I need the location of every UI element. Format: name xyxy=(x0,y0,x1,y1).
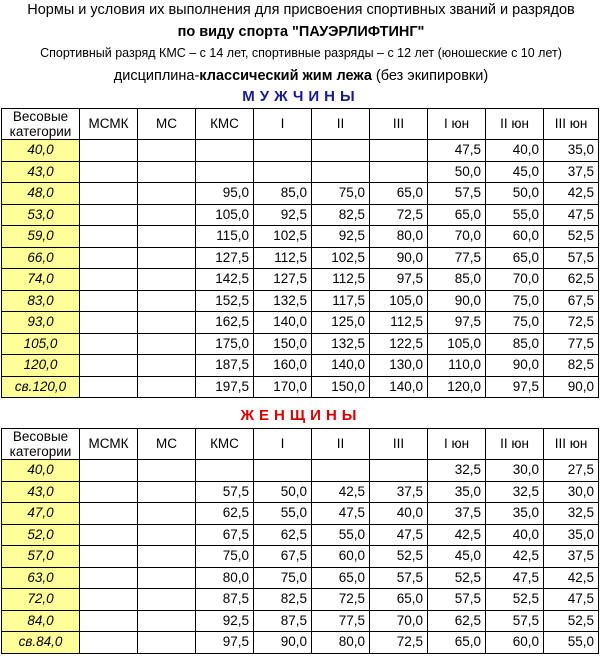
column-header: III юн xyxy=(544,429,599,460)
standard-value-cell: 70,0 xyxy=(486,269,544,291)
table-row xyxy=(2,312,599,334)
standard-value-cell: 140,0 xyxy=(254,312,312,334)
standard-value-cell: 55,0 xyxy=(544,632,599,654)
standard-value-cell: 87,5 xyxy=(196,589,254,611)
standard-value-cell: 92,5 xyxy=(196,610,254,632)
weight-category-cell: 105,0 xyxy=(2,333,80,355)
standard-value-cell: 42,5 xyxy=(544,183,599,205)
standard-value-cell: 70,0 xyxy=(428,226,486,248)
discipline-suffix: (без экипировки) xyxy=(371,68,489,84)
standard-value-cell xyxy=(138,589,196,611)
standard-value-cell xyxy=(196,140,254,162)
standard-value-cell: 117,5 xyxy=(312,290,370,312)
standard-value-cell: 57,5 xyxy=(544,247,599,269)
standard-value-cell xyxy=(80,376,138,398)
standard-value-cell: 82,5 xyxy=(254,589,312,611)
standard-value-cell: 80,0 xyxy=(370,226,428,248)
weight-category-cell: 93,0 xyxy=(2,312,80,334)
weight-category-cell: 66,0 xyxy=(2,247,80,269)
standard-value-cell: 105,0 xyxy=(370,290,428,312)
standard-value-cell: 45,0 xyxy=(428,546,486,568)
standard-value-cell xyxy=(138,610,196,632)
standard-value-cell: 32,5 xyxy=(486,481,544,503)
standard-value-cell: 60,0 xyxy=(486,632,544,654)
standard-value-cell: 105,0 xyxy=(428,333,486,355)
standard-value-cell: 90,0 xyxy=(428,290,486,312)
standard-value-cell: 87,5 xyxy=(254,610,312,632)
standard-value-cell: 47,5 xyxy=(428,140,486,162)
standard-value-cell: 80,0 xyxy=(196,567,254,589)
standard-value-cell: 52,5 xyxy=(486,589,544,611)
standard-value-cell: 52,5 xyxy=(428,567,486,589)
age-conditions: Спортивный разряд КМС – с 14 лет, спортивные разряды – с 12 лет (юношеские с 10 лет) xyxy=(40,46,562,60)
standard-value-cell xyxy=(80,481,138,503)
column-header: I xyxy=(254,429,312,460)
standard-value-cell: 30,0 xyxy=(544,481,599,503)
standard-value-cell: 62,5 xyxy=(544,269,599,291)
standard-value-cell: 37,5 xyxy=(544,161,599,183)
column-header: II юн xyxy=(486,109,544,140)
standard-value-cell xyxy=(80,460,138,482)
weight-header-line2: категории xyxy=(9,444,72,459)
standard-value-cell: 72,5 xyxy=(544,312,599,334)
table-row xyxy=(2,481,599,503)
standard-value-cell: 102,5 xyxy=(312,247,370,269)
table-row xyxy=(2,161,599,183)
standard-value-cell: 75,0 xyxy=(196,546,254,568)
table-row xyxy=(2,183,599,205)
standard-value-cell: 140,0 xyxy=(312,355,370,377)
standard-value-cell: 55,0 xyxy=(254,503,312,525)
standard-value-cell: 62,5 xyxy=(428,610,486,632)
column-header: II юн xyxy=(486,429,544,460)
standard-value-cell xyxy=(138,503,196,525)
weight-header-line2: категории xyxy=(9,124,72,139)
column-header: III xyxy=(370,109,428,140)
standard-value-cell xyxy=(80,567,138,589)
standard-value-cell: 77,5 xyxy=(428,247,486,269)
standard-value-cell xyxy=(80,312,138,334)
standard-value-cell xyxy=(138,460,196,482)
women-section-title: ЖЕНЩИНЫ xyxy=(240,407,362,424)
standard-value-cell: 30,0 xyxy=(486,460,544,482)
discipline-name: классический жим лежа xyxy=(199,68,372,84)
standard-value-cell: 52,5 xyxy=(370,546,428,568)
table-row xyxy=(2,204,599,226)
standard-value-cell xyxy=(80,355,138,377)
standard-value-cell xyxy=(138,333,196,355)
standard-value-cell: 115,0 xyxy=(196,226,254,248)
doc-title: Нормы и условия их выполнения для присвоения спортивных званий и разрядов xyxy=(27,2,575,18)
weight-category-cell: 52,0 xyxy=(2,524,80,546)
standard-value-cell: 97,5 xyxy=(486,376,544,398)
standard-value-cell: 75,0 xyxy=(254,567,312,589)
weight-category-header xyxy=(2,109,80,140)
standard-value-cell xyxy=(80,524,138,546)
standard-value-cell: 75,0 xyxy=(486,290,544,312)
standard-value-cell: 37,5 xyxy=(544,546,599,568)
standard-value-cell xyxy=(370,140,428,162)
standard-value-cell: 57,5 xyxy=(428,589,486,611)
standard-value-cell: 102,5 xyxy=(254,226,312,248)
standard-value-cell: 50,0 xyxy=(254,481,312,503)
standard-value-cell: 40,0 xyxy=(486,140,544,162)
column-header: МС xyxy=(138,429,196,460)
table-row xyxy=(2,226,599,248)
weight-category-cell: 120,0 xyxy=(2,355,80,377)
standard-value-cell xyxy=(80,183,138,205)
standard-value-cell xyxy=(138,204,196,226)
standard-value-cell: 152,5 xyxy=(196,290,254,312)
standard-value-cell xyxy=(138,226,196,248)
standard-value-cell: 112,5 xyxy=(254,247,312,269)
column-header: КМС xyxy=(196,429,254,460)
standard-value-cell: 162,5 xyxy=(196,312,254,334)
standard-value-cell: 77,5 xyxy=(312,610,370,632)
weight-category-cell: 57,0 xyxy=(2,546,80,568)
standard-value-cell: 75,0 xyxy=(486,312,544,334)
header-row xyxy=(2,109,599,140)
weight-category-header xyxy=(2,429,80,460)
table-row xyxy=(2,546,599,568)
standard-value-cell: 142,5 xyxy=(196,269,254,291)
standard-value-cell xyxy=(80,632,138,654)
standard-value-cell: 47,5 xyxy=(486,567,544,589)
standard-value-cell: 35,0 xyxy=(486,503,544,525)
standard-value-cell: 65,0 xyxy=(370,589,428,611)
column-header: КМС xyxy=(196,109,254,140)
standard-value-cell xyxy=(138,481,196,503)
weight-category-cell: 59,0 xyxy=(2,226,80,248)
standard-value-cell: 65,0 xyxy=(428,632,486,654)
standard-value-cell: 47,5 xyxy=(544,589,599,611)
standard-value-cell: 80,0 xyxy=(312,632,370,654)
standard-value-cell: 132,5 xyxy=(254,290,312,312)
weight-category-cell: 40,0 xyxy=(2,140,80,162)
men-standards-table xyxy=(1,108,599,398)
standard-value-cell: 57,5 xyxy=(428,183,486,205)
standard-value-cell: 55,0 xyxy=(312,524,370,546)
standard-value-cell: 62,5 xyxy=(196,503,254,525)
weight-category-cell: 84,0 xyxy=(2,610,80,632)
standard-value-cell: 45,0 xyxy=(486,161,544,183)
table-row xyxy=(2,290,599,312)
standard-value-cell: 85,0 xyxy=(486,333,544,355)
standard-value-cell: 77,5 xyxy=(544,333,599,355)
standard-value-cell: 90,0 xyxy=(486,355,544,377)
standard-value-cell xyxy=(80,290,138,312)
discipline-prefix: дисциплина- xyxy=(113,68,200,84)
standard-value-cell: 160,0 xyxy=(254,355,312,377)
standard-value-cell xyxy=(138,183,196,205)
standard-value-cell: 70,0 xyxy=(370,610,428,632)
standard-value-cell: 52,5 xyxy=(544,610,599,632)
table-row xyxy=(2,632,599,654)
standard-value-cell: 57,5 xyxy=(370,567,428,589)
weight-category-cell: 40,0 xyxy=(2,460,80,482)
standard-value-cell: 97,5 xyxy=(428,312,486,334)
standard-value-cell: 67,5 xyxy=(544,290,599,312)
table-row xyxy=(2,503,599,525)
standard-value-cell: 72,5 xyxy=(312,589,370,611)
table-row xyxy=(2,610,599,632)
standard-value-cell: 75,0 xyxy=(312,183,370,205)
standard-value-cell xyxy=(80,161,138,183)
standard-value-cell: 122,5 xyxy=(370,333,428,355)
table-row xyxy=(2,376,599,398)
column-header: I xyxy=(254,109,312,140)
standard-value-cell xyxy=(80,269,138,291)
weight-category-cell: св.120,0 xyxy=(2,376,80,398)
standard-value-cell xyxy=(80,589,138,611)
standard-value-cell xyxy=(138,140,196,162)
table-row xyxy=(2,140,599,162)
header-row xyxy=(2,429,599,460)
weight-category-cell: 47,0 xyxy=(2,503,80,525)
standard-value-cell xyxy=(196,161,254,183)
weight-category-cell: 83,0 xyxy=(2,290,80,312)
standard-value-cell: 110,0 xyxy=(428,355,486,377)
standard-value-cell xyxy=(138,376,196,398)
standard-value-cell: 37,5 xyxy=(370,481,428,503)
column-header: II xyxy=(312,109,370,140)
weight-category-cell: 72,0 xyxy=(2,589,80,611)
standard-value-cell xyxy=(138,567,196,589)
standard-value-cell: 42,5 xyxy=(312,481,370,503)
standard-value-cell: 112,5 xyxy=(312,269,370,291)
standard-value-cell xyxy=(80,226,138,248)
standard-value-cell: 92,5 xyxy=(254,204,312,226)
weight-category-cell: 43,0 xyxy=(2,161,80,183)
standard-value-cell xyxy=(138,290,196,312)
standard-value-cell: 52,5 xyxy=(544,226,599,248)
standard-value-cell: 67,5 xyxy=(254,546,312,568)
discipline-line xyxy=(0,68,602,84)
weight-category-cell: 53,0 xyxy=(2,204,80,226)
standard-value-cell: 90,0 xyxy=(254,632,312,654)
standard-value-cell: 57,5 xyxy=(196,481,254,503)
column-header: III xyxy=(370,429,428,460)
standard-value-cell: 60,0 xyxy=(312,546,370,568)
standard-value-cell: 37,5 xyxy=(428,503,486,525)
standard-value-cell: 140,0 xyxy=(370,376,428,398)
standard-value-cell xyxy=(312,140,370,162)
standard-value-cell xyxy=(80,610,138,632)
standard-value-cell: 127,5 xyxy=(196,247,254,269)
table-row xyxy=(2,567,599,589)
standard-value-cell: 92,5 xyxy=(312,226,370,248)
standard-value-cell: 62,5 xyxy=(254,524,312,546)
weight-category-cell: св.84,0 xyxy=(2,632,80,654)
standard-value-cell: 35,0 xyxy=(544,524,599,546)
standard-value-cell: 32,5 xyxy=(544,503,599,525)
standard-value-cell: 125,0 xyxy=(312,312,370,334)
table-row xyxy=(2,333,599,355)
table-row xyxy=(2,524,599,546)
standard-value-cell: 72,5 xyxy=(370,632,428,654)
standard-value-cell: 55,0 xyxy=(486,204,544,226)
standard-value-cell: 27,5 xyxy=(544,460,599,482)
standard-value-cell: 65,0 xyxy=(312,567,370,589)
standard-value-cell xyxy=(80,546,138,568)
standard-value-cell: 130,0 xyxy=(370,355,428,377)
column-header: III юн xyxy=(544,109,599,140)
standard-value-cell: 112,5 xyxy=(370,312,428,334)
standard-value-cell xyxy=(80,204,138,226)
standard-value-cell: 47,5 xyxy=(312,503,370,525)
standard-value-cell xyxy=(254,161,312,183)
standard-value-cell: 95,0 xyxy=(196,183,254,205)
standard-value-cell: 82,5 xyxy=(544,355,599,377)
standard-value-cell: 197,5 xyxy=(196,376,254,398)
standard-value-cell xyxy=(370,460,428,482)
standard-value-cell: 150,0 xyxy=(312,376,370,398)
standard-value-cell: 60,0 xyxy=(486,226,544,248)
table-row xyxy=(2,269,599,291)
standard-value-cell: 65,0 xyxy=(486,247,544,269)
standard-value-cell: 82,5 xyxy=(312,204,370,226)
column-header: I юн xyxy=(428,429,486,460)
standard-value-cell xyxy=(254,140,312,162)
standard-value-cell: 35,0 xyxy=(428,481,486,503)
sport-title: по виду спорта "ПАУЭРЛИФТИНГ" xyxy=(177,24,425,40)
standard-value-cell: 187,5 xyxy=(196,355,254,377)
standard-value-cell: 97,5 xyxy=(196,632,254,654)
standard-value-cell xyxy=(138,355,196,377)
column-header: МСМК xyxy=(80,109,138,140)
weight-category-cell: 74,0 xyxy=(2,269,80,291)
standard-value-cell: 85,0 xyxy=(428,269,486,291)
standard-value-cell: 85,0 xyxy=(254,183,312,205)
weight-header-line1: Весовые xyxy=(12,109,69,124)
standard-value-cell: 170,0 xyxy=(254,376,312,398)
standard-value-cell xyxy=(138,269,196,291)
standard-value-cell: 90,0 xyxy=(544,376,599,398)
standard-value-cell xyxy=(196,460,254,482)
standard-value-cell: 42,5 xyxy=(544,567,599,589)
standard-value-cell xyxy=(138,632,196,654)
column-header: I юн xyxy=(428,109,486,140)
standard-value-cell: 40,0 xyxy=(486,524,544,546)
standard-value-cell: 65,0 xyxy=(428,204,486,226)
standard-value-cell xyxy=(138,161,196,183)
column-header: МС xyxy=(138,109,196,140)
standard-value-cell: 120,0 xyxy=(428,376,486,398)
standard-value-cell: 57,5 xyxy=(486,610,544,632)
standard-value-cell xyxy=(138,312,196,334)
standard-value-cell: 50,0 xyxy=(486,183,544,205)
table-row xyxy=(2,355,599,377)
standard-value-cell xyxy=(138,546,196,568)
standard-value-cell: 175,0 xyxy=(196,333,254,355)
standard-value-cell xyxy=(80,503,138,525)
women-standards-table xyxy=(1,428,599,654)
weight-category-cell: 63,0 xyxy=(2,567,80,589)
standard-value-cell xyxy=(138,247,196,269)
men-section-title: МУЖЧИНЫ xyxy=(242,88,360,105)
standard-value-cell xyxy=(80,333,138,355)
standard-value-cell: 47,5 xyxy=(544,204,599,226)
standard-value-cell: 42,5 xyxy=(428,524,486,546)
standard-value-cell xyxy=(312,460,370,482)
standard-value-cell: 97,5 xyxy=(370,269,428,291)
standard-value-cell: 42,5 xyxy=(486,546,544,568)
standard-value-cell: 50,0 xyxy=(428,161,486,183)
standard-value-cell: 40,0 xyxy=(370,503,428,525)
standard-value-cell: 127,5 xyxy=(254,269,312,291)
table-row xyxy=(2,589,599,611)
standard-value-cell: 105,0 xyxy=(196,204,254,226)
standard-value-cell xyxy=(312,161,370,183)
weight-category-cell: 48,0 xyxy=(2,183,80,205)
table-row xyxy=(2,247,599,269)
standard-value-cell xyxy=(80,247,138,269)
weight-header-line1: Весовые xyxy=(12,429,69,444)
standard-value-cell: 72,5 xyxy=(370,204,428,226)
standard-value-cell: 35,0 xyxy=(544,140,599,162)
column-header: МСМК xyxy=(80,429,138,460)
standard-value-cell: 90,0 xyxy=(370,247,428,269)
standard-value-cell: 132,5 xyxy=(312,333,370,355)
standard-value-cell xyxy=(138,524,196,546)
table-row xyxy=(2,460,599,482)
standard-value-cell: 32,5 xyxy=(428,460,486,482)
standard-value-cell: 150,0 xyxy=(254,333,312,355)
weight-category-cell: 43,0 xyxy=(2,481,80,503)
standard-value-cell xyxy=(370,161,428,183)
standard-value-cell: 47,5 xyxy=(370,524,428,546)
column-header: II xyxy=(312,429,370,460)
standard-value-cell: 67,5 xyxy=(196,524,254,546)
standard-value-cell: 65,0 xyxy=(370,183,428,205)
standard-value-cell xyxy=(254,460,312,482)
standard-value-cell xyxy=(80,140,138,162)
